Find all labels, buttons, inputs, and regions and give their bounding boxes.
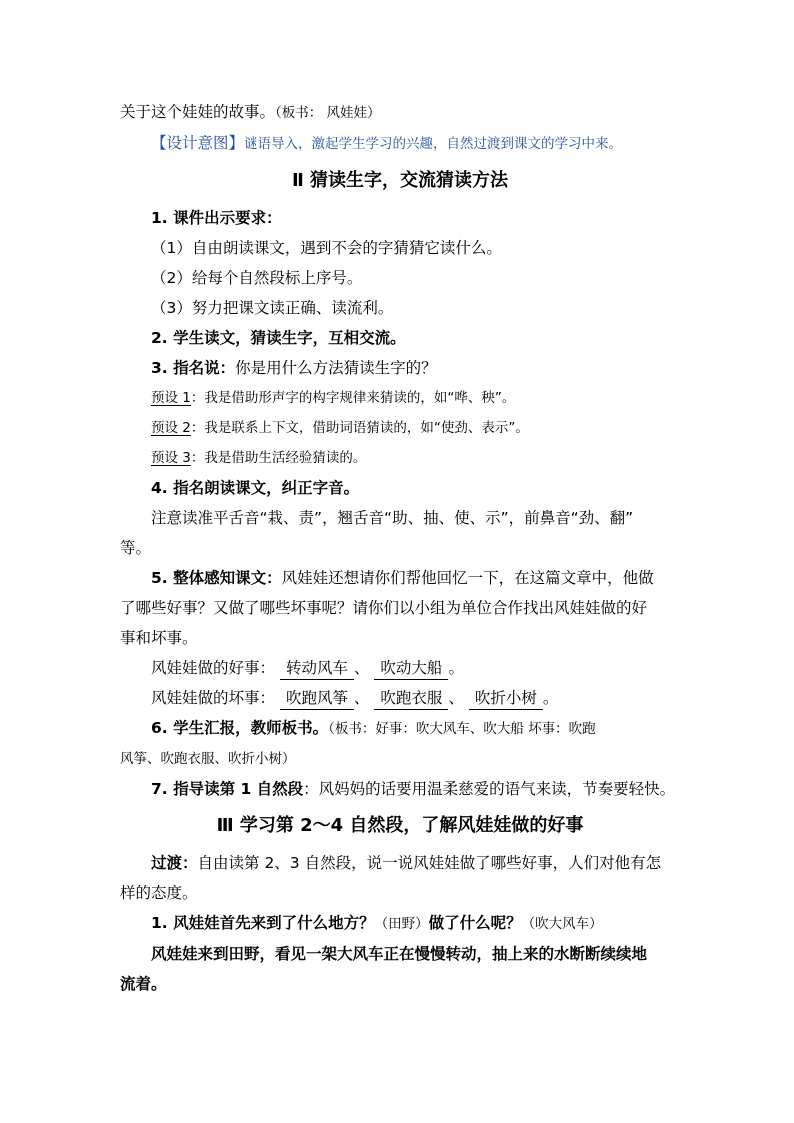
document-body <box>120 97 680 999</box>
item-5-line-2: 了哪些好事？又做了哪些坏事呢？请你们以小组为单位合作找出风娃娃做的好 <box>120 599 648 617</box>
transition-label: 过渡： <box>151 854 198 872</box>
pronunciation-note-line-2: 等。 <box>120 539 152 557</box>
question-1 <box>120 908 680 939</box>
design-text: 谜语导入，激起学生学习的兴趣，自然过渡到课文的学习中来。 <box>244 136 623 152</box>
preset-1-label: 预设 1 <box>151 390 191 406</box>
requirement-3: （3）努力把课文读正确、读流利。 <box>151 299 394 317</box>
item-5 <box>120 563 680 593</box>
end-mark: 。 <box>448 659 464 677</box>
requirement-1: （1）自由朗读课文，遇到不会的字猜猜它读什么。 <box>151 239 502 257</box>
preset-2 <box>120 413 680 443</box>
item-5-label: 5. 整体感知课文： <box>151 569 282 587</box>
requirement-2: （2）给每个自然段标上序号。 <box>151 269 363 287</box>
question-1-answer-1: （田野） <box>374 916 429 932</box>
intro-text: 关于这个娃娃的故事。 <box>120 103 276 121</box>
good-deeds-label: 风娃娃做的好事： <box>151 659 276 677</box>
item-6-note-2: 风筝、吹跑衣服、吹折小树） <box>120 751 296 767</box>
preset-3 <box>120 443 680 473</box>
item-5-line-3: 事和坏事。 <box>120 629 198 647</box>
design-label: 【设计意图】 <box>151 134 245 152</box>
preset-3-text: ：我是借助生活经验猜读的。 <box>190 450 367 466</box>
question-1-mid: 做了什么呢？ <box>428 914 522 932</box>
bad-deed-3: 吹折小树 <box>469 687 543 710</box>
item-7 <box>120 774 680 804</box>
transition-line-2: 样的态度。 <box>120 884 198 902</box>
question-1-answer-2: （吹大风车） <box>521 916 603 932</box>
item-1: 1. 课件出示要求： <box>151 209 282 227</box>
preset-2-label: 预设 2 <box>151 420 191 436</box>
question-1-text: 1. 风娃娃首先来到了什么地方？ <box>151 914 375 932</box>
item-2: 2. 学生读文，猜读生字，互相交流。 <box>151 329 406 347</box>
item-6-note-1: （板书：好事：吹大风车、吹大船 坏事：吹跑 <box>328 721 596 737</box>
transition-text-1: 自由读第 2、3 自然段，说一说风娃娃做了哪些好事，人们对他有怎 <box>197 854 662 872</box>
item-3-text: 你是用什么方法猜读生字的？ <box>235 359 437 377</box>
section-heading-2: Ⅱ 猜读生字，交流猜读方法 <box>291 170 509 191</box>
item-3 <box>120 353 680 383</box>
preset-1 <box>120 383 680 413</box>
bad-deed-2: 吹跑衣服 <box>374 687 448 710</box>
intro-line <box>120 97 680 128</box>
item-6-label: 6. 学生汇报，教师板书。 <box>151 719 329 737</box>
intro-note: （板书： 风娃娃） <box>275 105 381 121</box>
item-5-text-1: 风娃娃还想请你们帮他回忆一下，在这篇文章中，他做 <box>281 569 654 587</box>
bad-deed-1: 吹跑风筝 <box>280 687 354 710</box>
separator: 、 <box>353 659 370 677</box>
item-7-label: 7. 指导读第 1 自然段 <box>151 780 304 798</box>
quote-line-1: 风娃娃来到田野，看见一架大风车正在慢慢转动，抽上来的水断断续续地 <box>151 944 648 963</box>
preset-3-label: 预设 3 <box>151 450 191 466</box>
item-7-text: ：风妈妈的话要用温柔慈爱的语气来读，节奏要轻快。 <box>303 780 676 798</box>
good-deed-1: 转动风车 <box>280 657 354 680</box>
pronunciation-note-line-1: 注意读准平舌音“栽、责”，翘舌音“助、抽、使、示”，前鼻音“劲、翻” <box>151 509 634 527</box>
bad-deeds-line <box>120 683 680 713</box>
bad-deeds-label: 风娃娃做的坏事： <box>151 689 276 707</box>
item-4: 4. 指名朗读课文，纠正字音。 <box>151 479 360 497</box>
design-intent <box>120 128 680 159</box>
separator: 、 <box>353 689 370 707</box>
good-deeds-line <box>120 653 680 683</box>
section-heading-3: Ⅲ 学习第 2～4 自然段，了解风娃娃做的好事 <box>216 815 584 836</box>
good-deed-2: 吹动大船 <box>374 657 448 680</box>
quote-line-2: 流着。 <box>120 974 167 993</box>
preset-1-text: ：我是借助形声字的构字规律来猜读的，如“哗、秧”。 <box>190 390 516 406</box>
preset-2-text: ：我是联系上下文，借助词语猜读的，如“使劲、表示”。 <box>190 420 529 436</box>
item-6 <box>120 713 680 744</box>
transition <box>120 848 680 878</box>
end-mark: 。 <box>542 689 559 707</box>
separator: 、 <box>448 689 464 707</box>
item-3-label: 3. 指名说： <box>151 359 236 377</box>
